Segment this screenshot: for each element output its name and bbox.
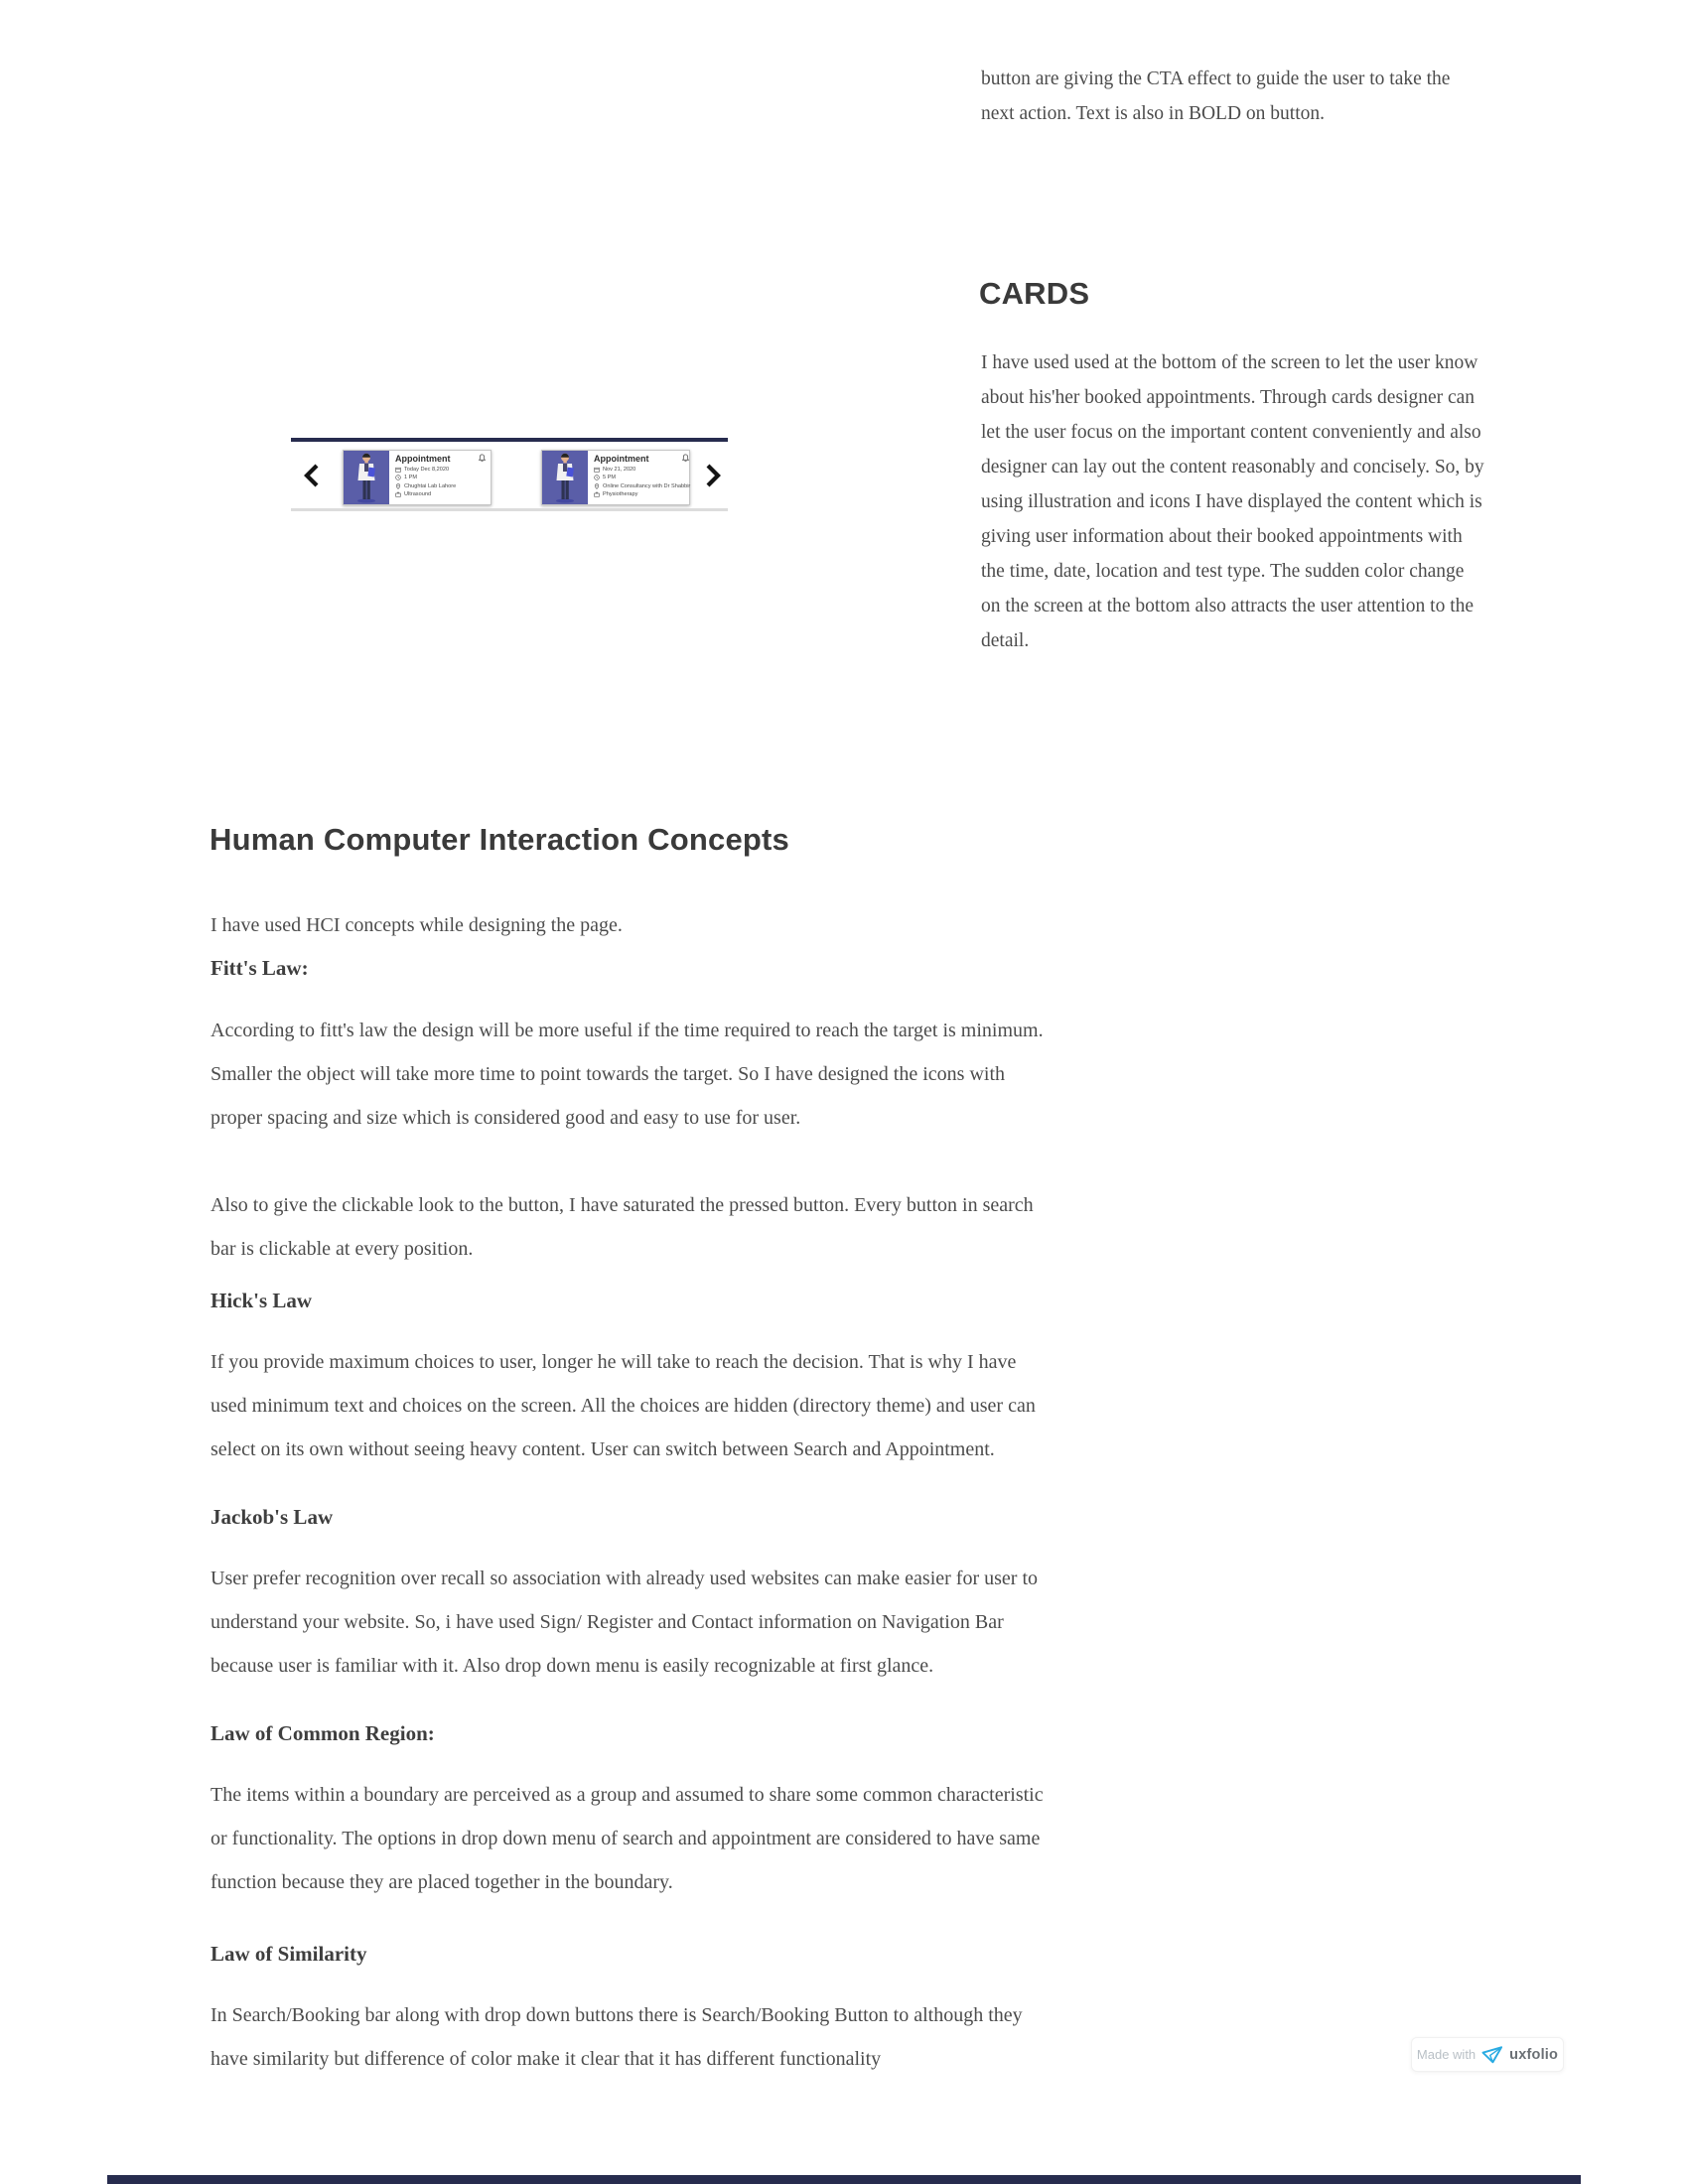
jackobs-law-title: Jackob's Law	[211, 1505, 334, 1529]
appointment-type-row	[594, 491, 690, 497]
hci-intro: I have used HCI concepts while designing the page.	[211, 914, 623, 936]
jackobs-law-paragraph: User prefer recognition over recall so association with already used websites can make easier for user to understand your website. So, i have used Sign/ Register and Contact information on Navigation Bar because user is familiar with it. Also drop down menu is easily recognizable at first glance.	[211, 1568, 1039, 1677]
calendar-icon	[395, 467, 401, 473]
appointment-time-row	[395, 475, 487, 480]
appointment-card-title: Appointment	[594, 454, 649, 464]
appointment-location: Online Consultancy with Dr Shabbir	[603, 482, 691, 489]
uxfolio-badge-link[interactable]	[1411, 2037, 1564, 2072]
location-icon	[395, 483, 401, 489]
chevron-right-icon	[704, 463, 722, 488]
appointment-carousel-image	[291, 438, 728, 511]
briefcase-icon	[395, 491, 401, 497]
hicks-law-paragraph: If you provide maximum choices to user, longer he will take to reach the decision. That is why I have used minimum text and choices on the screen. All the choices are hidden (directory theme) and user can select on its own without seeing heavy content. User can switch between Search and Appointment.	[211, 1351, 1036, 1460]
appointment-card	[343, 450, 492, 505]
uxfolio-brand-label: uxfolio	[1509, 2046, 1559, 2063]
carousel-bottom-divider	[291, 508, 728, 511]
carousel-top-divider	[291, 438, 728, 442]
fitts-law-title: Fitt's Law:	[211, 956, 309, 980]
appointment-date: Nov 21, 2020	[603, 466, 636, 473]
uxfolio-logo-icon	[1480, 2045, 1504, 2065]
appointment-time: 1 PM	[404, 475, 418, 481]
hci-heading: Human Computer Interaction Concepts	[210, 822, 789, 857]
chevron-left-icon	[303, 463, 321, 488]
appointment-type: Ultrasound	[404, 491, 432, 498]
appointment-type: Physiotherapy	[603, 491, 638, 498]
common-region-title: Law of Common Region:	[211, 1721, 435, 1745]
cards-heading: CARDS	[979, 276, 1090, 311]
clock-icon	[594, 475, 600, 480]
similarity-paragraph: In Search/Booking bar along with drop down buttons there is Search/Booking Button to although they have similarity but difference of color make it clear that it has different functionality	[211, 2004, 1023, 2070]
next-section-edge	[107, 2175, 1581, 2184]
bell-icon	[478, 454, 487, 463]
common-region-paragraph: The items within a boundary are perceived as a group and assumed to share some common characteristic or functionality. The options in drop down menu of search and appointment are considered to have same function because they are placed together in the boundary.	[211, 1784, 1044, 1893]
similarity-title: Law of Similarity	[211, 1942, 367, 1966]
appointment-date: Today Dec 8,2020	[404, 466, 450, 473]
appointment-card-title: Appointment	[395, 454, 451, 464]
appointment-location-row	[594, 483, 690, 489]
buttons-paragraph-continuation: button are giving the CTA effect to guide the user to take the next action. Text is also in BOLD on button.	[981, 68, 1451, 124]
carousel-next-button[interactable]	[704, 463, 722, 488]
doctor-illustration	[344, 451, 389, 504]
appointment-type-row	[395, 491, 487, 497]
fitts-law-paragraph: According to fitt's law the design will be more useful if the time required to reach the target is minimum. Smaller the object will take more time to point towards the target. So I have designed the icons with proper spacing and size which is considered good and easy to use for user.	[211, 1020, 1044, 1129]
appointment-date-row	[594, 467, 690, 473]
appointment-time-row	[594, 475, 690, 480]
appointment-location: Chughtai Lab Lahore	[404, 482, 457, 489]
briefcase-icon	[594, 491, 600, 497]
bell-icon	[681, 454, 690, 463]
appointment-card-body	[389, 451, 491, 504]
fitts-law-paragraph-2: Also to give the clickable look to the button, I have saturated the pressed button. Every button in search bar is clickable at every position.	[211, 1194, 1034, 1260]
hicks-law-title: Hick's Law	[211, 1289, 313, 1312]
appointment-date-row	[395, 467, 487, 473]
clock-icon	[395, 475, 401, 480]
appointment-location-row	[395, 483, 487, 489]
calendar-icon	[594, 467, 600, 473]
appointment-time: 5 PM	[603, 475, 617, 481]
made-with-label: Made with	[1416, 2047, 1477, 2062]
carousel-prev-button[interactable]	[303, 463, 321, 488]
appointment-card-body	[588, 451, 694, 504]
location-icon	[594, 483, 600, 489]
doctor-illustration	[542, 451, 588, 504]
cards-paragraph: I have used used at the bottom of the screen to let the user know about his'her booked appointments. Through cards designer can let the user focus on the important content conveniently and also designer can lay out the content reasonably and concisely. So, by using illustration and icons I have displayed the content which is giving user information about their booked appointments with the time, date, location and test type. The sudden color change on the screen at the bottom also attracts the user attention to the detail.	[981, 352, 1484, 651]
appointment-card	[541, 450, 690, 505]
